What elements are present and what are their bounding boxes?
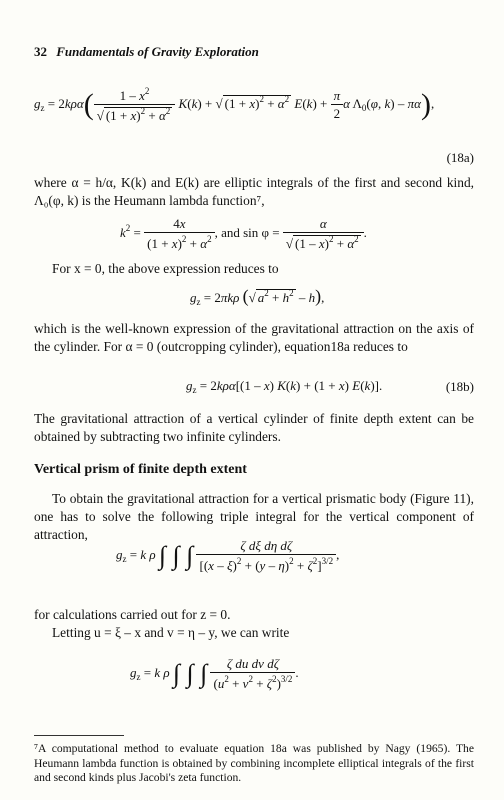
equation-triple-integral-uv: $g_z = k$ ρ ∫ ∫ ∫ $\frac{\text{ζ du dv dζ}}{(u^2 + v^2 + \zeta^2)^{3/2}}$ . bbox=[130, 656, 299, 691]
page-number: 32 bbox=[34, 44, 47, 59]
where-clause: where α = h/α, K(k) and E(k) are elliptic integrals of the first and second kind, Λ₀(φ, k) is the Heumann lambda function⁷, bbox=[34, 175, 474, 208]
running-title: Fundamentals of Gravity Exploration bbox=[56, 44, 259, 59]
equation-k-squared: $k^2$ = $\frac{4x}{(1 + x)^2 + \alpha^2}$ , and sin φ = $\frac{\alpha}{√ (1 - x)^2 + \alpha^2}$ . bbox=[120, 216, 367, 251]
well-known-text: which is the well-known expression of the gravitational attraction on the axis of the cylinder. For α = 0 (outcropping cylinder), equation18a reduces to bbox=[34, 321, 474, 354]
running-header bbox=[34, 44, 259, 60]
finite-depth-text: The gravitational attraction of a vertical cylinder of finite depth extent can be obtained by subtracting two infinite cylinders. bbox=[34, 411, 474, 444]
equation-18b-label: (18b) bbox=[445, 379, 474, 394]
equation-18b: $g_z = 2k\rho\alpha[(1 - x) K(k) + (1 + x)$ E(k)]. bbox=[186, 378, 383, 395]
calc-z0-text: for calculations carried out for z = 0. bbox=[34, 607, 231, 622]
letting-text: Letting u = ξ – x and v = η – y, we can write bbox=[52, 625, 290, 640]
section-heading: Vertical prism of finite depth extent bbox=[34, 462, 247, 477]
equation-triple-integral: $g_z = k$ ρ ∫ ∫ ∫ $\frac{\text{ζ dξ dη dζ}}{[(x - \xi)^2 + (y - \eta)^2 + \zeta^2]^{3/2}}$ , bbox=[116, 538, 340, 573]
equation-axis: $g_z = 2\pi k\rho$ (√ $a^2 + h^2 - h$), bbox=[190, 286, 325, 307]
equation-18a: $g_z = 2k\rho\alpha$( $\frac{1 - x^2}{√ (1 + x)^2 + \alpha^2}$ K(k) + √ $(1 + x)^2 + \alpha^2$ E(k) + $\frac{\pi}{2}$ α $\Lambda_0(\varphi$, k) – πα), bbox=[34, 86, 435, 123]
equation-18a-label: (18a) bbox=[446, 150, 474, 165]
for-x0-text: For x = 0, the above expression reduces to bbox=[52, 261, 279, 276]
footnote: ⁷A computational method to evaluate equation 18a was published by Nagy (1965). The Heumann lambda function is obtained by combining incomplete elliptical integrals of the first and second kinds plus Jacobi's zeta function. bbox=[34, 742, 474, 784]
footnote-rule bbox=[34, 735, 124, 736]
prism-intro-text: To obtain the gravitational attraction for a vertical prismatic body (Figure 11), one has to solve the following triple integral for the vertical component of attraction, bbox=[34, 491, 474, 542]
and-sin-text: and sin φ = bbox=[221, 224, 280, 240]
